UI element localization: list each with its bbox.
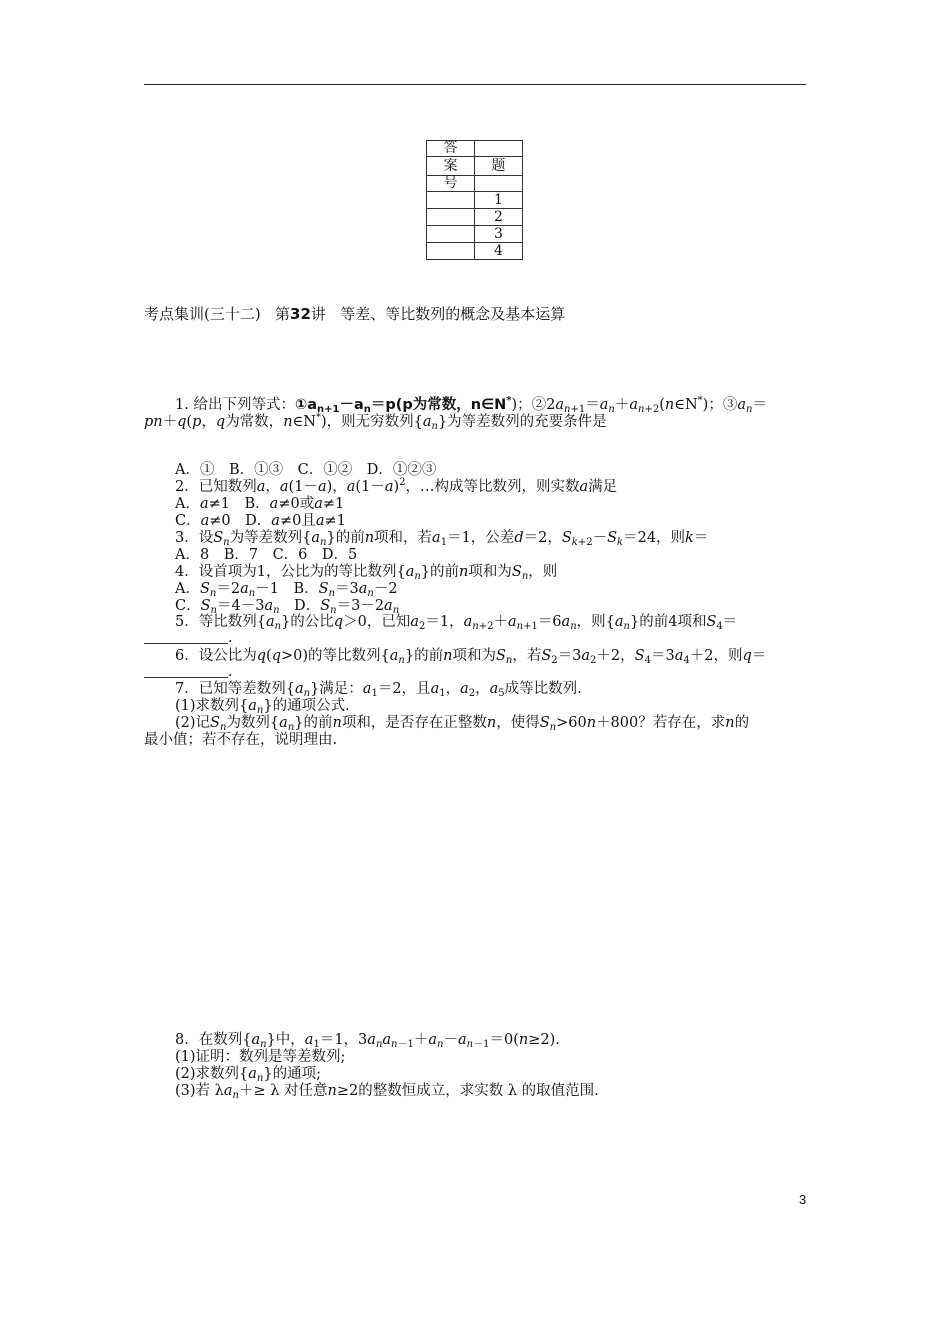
header-rule [144,84,806,85]
page-number: 3 [799,1192,807,1207]
question-header-cell: 题 [475,157,523,176]
answer-cell [427,226,475,243]
q2-options-cd: C．a≠0 D．a≠0且a≠1 [175,513,346,529]
q7-stem: 7．已知等差数列$\{a_n\}$满足：$a_1=2$，且$a_1$，$a_2$，$a_5$成等比数列. [175,681,582,699]
q5-answer-blank: . [144,629,233,647]
answer-cell [427,192,475,209]
q7-part1: (1)求数列$\{a_n\}$的通项公式. [175,698,350,716]
answer-cell [427,243,475,260]
answer-table [426,140,523,260]
blank-cell [475,176,523,192]
q2-options-ab: A．a≠1 B．a≠0或a≠1 [175,496,345,512]
answer-header-cell: 答 [427,141,475,157]
question-number-cell: 4 [475,243,523,260]
q1-options: A．① B．①③ C．①② D．①②③ [175,462,437,478]
answer-cell [427,209,475,226]
q7-part2-cont: 最小值；若不存在，说明理由. [144,732,338,748]
q2-stem: 2．已知数列a，a(1－a)，$a(1-a)^2$，…构成等比数列，则实数a满足 [175,477,618,495]
q7-part2: (2)记$S_n$为数列$\{a_n\}$的前n项和，是否存在正整数n，使得$S_n>60n+800$？若存在，求n的 [175,715,750,733]
q4-options-ab: A．$S_n=2a_n-1$ B．$S_n=3a_n-2$ [175,581,398,599]
q1-line2: pn＋q(p，q为常数，n∈N*)，则无穷数列$\{a_n\}$为等差数列的充要条件是 [144,412,607,432]
answer-header-cell: 案 [427,157,475,176]
question-number-cell: 1 [475,192,523,209]
q3-stem: 3．设$S_n$为等差数列$\{a_n\}$的前n项和，若$a_1=1$，公差d＝2，$S_{k+2}-S_k=24$，则k＝ [175,530,709,548]
section-title: 考点集训(三十二) 第32讲 等差、等比数列的概念及基本运算 [144,305,566,323]
q8-part2: (2)求数列$\{a_n\}$的通项; [175,1066,321,1084]
question-number-cell: 2 [475,209,523,226]
q5-stem: 5．等比数列$\{a_n\}$的公比q＞0，已知$a_2=1$，$a_{n+2}+a_{n+1}=6a_n$，则$\{a_n\}$的前4项和$S_4=$ [175,614,738,632]
blank-cell [475,141,523,157]
q4-options-cd: C．$S_n=4-3a_n$ D．$S_n=3-2a_n$ [175,598,400,616]
q3-options: A．8 B．7 C．6 D．5 [175,547,358,563]
q8-part3: (3)若 $\lambda a_n+\ge \lambda$ 对任意n≥2的整数恒成立，求实数 λ 的取值范围. [175,1083,599,1101]
answer-header-cell: 号 [427,176,475,192]
q6-answer-blank: . [144,663,233,681]
question-number-cell: 3 [475,226,523,243]
q1-line1: 1. 给出下列等式：$①a_{n+1}-a_n=p(p$为常数，n∈N*)；$②2a_{n+1}=a_n+a_{n+2}(n\in N^*)$；$③a_n=$ [175,395,767,415]
q8-stem: 8．在数列$\{a_n\}$中，$a_1=1$，$3a_na_{n-1}+a_n-a_{n-1}=0(n\ge 2)$. [175,1032,560,1050]
q6-stem: 6．设公比为q(q>0)的等比数列$\{a_n\}$的前n项和为$S_n$，若$S_2=3a_2+2$，$S_4=3a_4+2$，则q＝ [175,648,767,666]
q4-stem: 4．设首项为1，公比为的等比数列$\{a_n\}$的前n项和为$S_n$，则 [175,564,558,582]
q8-part1: (1)证明：数列是等差数列; [175,1049,346,1065]
